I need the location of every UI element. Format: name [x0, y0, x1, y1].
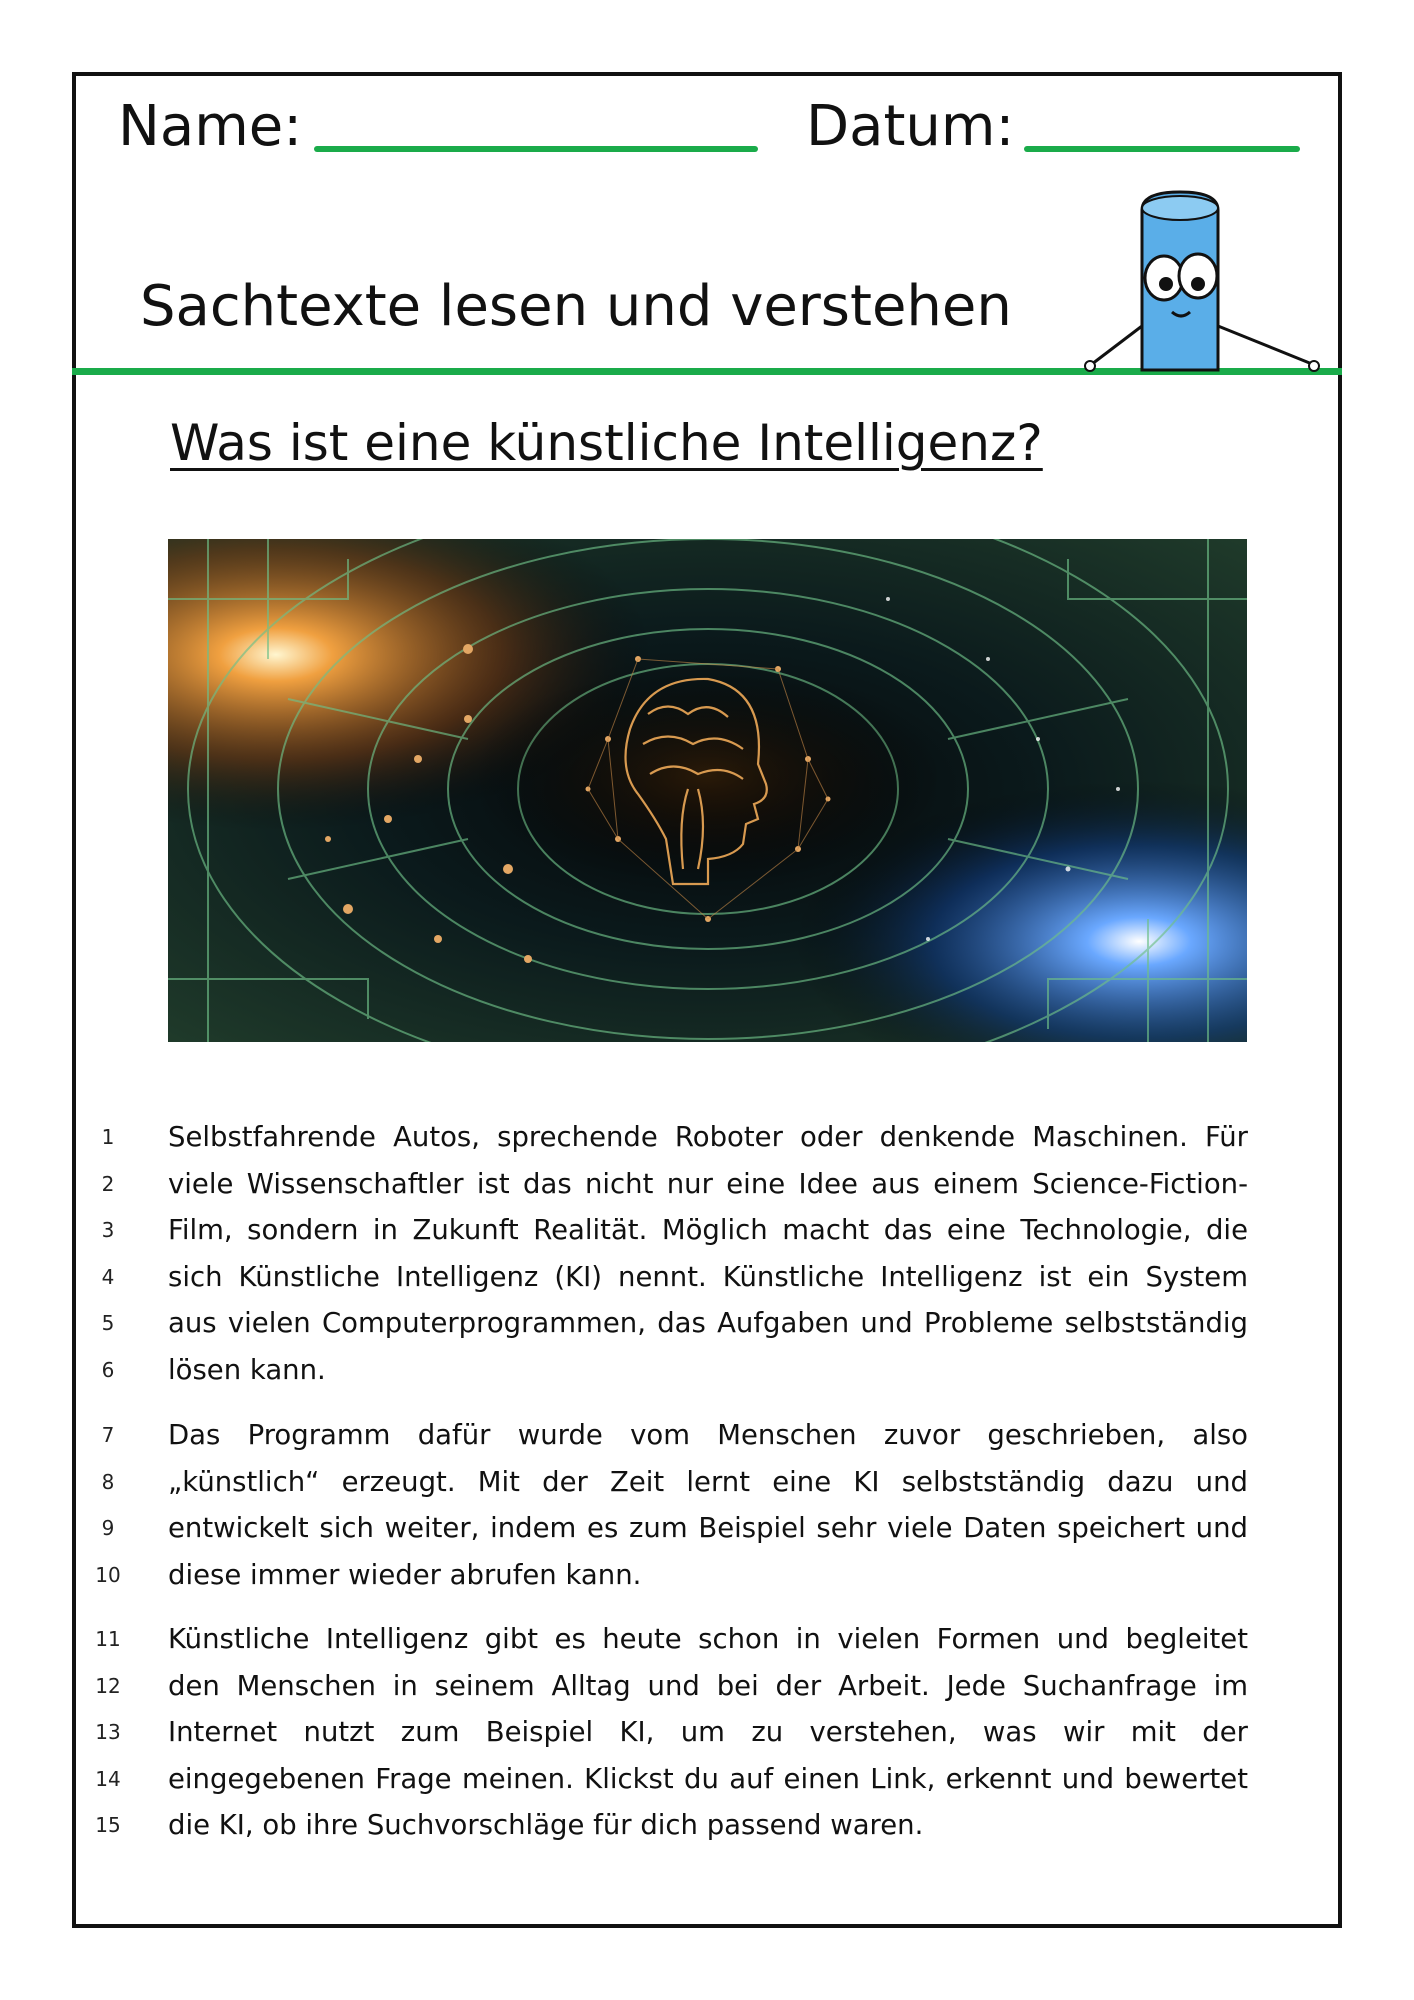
text-line: [88, 1412, 1248, 1459]
text-line: [88, 1300, 1248, 1347]
date-field[interactable]: [1024, 146, 1300, 152]
line-text: diese immer wieder abrufen kann.: [168, 1558, 642, 1591]
line-number: 8: [101, 1469, 115, 1494]
line-number: 5: [101, 1311, 115, 1335]
line-number: 13: [95, 1720, 121, 1744]
line-text: „künstlich“ erzeugt. Mit der Zeit lernt eine KI selbstständig dazu und: [168, 1465, 1248, 1498]
line-number: 6: [101, 1357, 115, 1382]
line-text: eingegebenen Frage meinen. Klickst du auf einen Link, erkennt und bewertet: [168, 1762, 1248, 1795]
name-label: Name:: [118, 94, 303, 159]
line-text: Internet nutzt zum Beispiel KI, um zu verstehen, was wir mit der: [168, 1716, 1248, 1748]
line-text: sich Künstliche Intelligenz (KI) nennt. Künstliche Intelligenz ist ein System: [168, 1260, 1248, 1293]
line-number: 1: [101, 1125, 115, 1149]
line-text: viele Wissenschaftler ist das nicht nur eine Idee aus einem Science-Fiction-: [168, 1167, 1248, 1200]
paragraph-2: [88, 1412, 1248, 1598]
line-text: entwickelt sich weiter, indem es zum Beispiel sehr viele Daten speichert und: [168, 1512, 1248, 1544]
text-line: [88, 1616, 1248, 1663]
line-text: Film, sondern in Zukunft Realität. Möglich macht das eine Technologie, die: [168, 1214, 1248, 1246]
text-line: [88, 1347, 1248, 1394]
line-number: 14: [95, 1766, 121, 1791]
text-line: [88, 1802, 1248, 1849]
text-title: Was ist eine künstliche Intelligenz?: [170, 414, 1043, 472]
line-number: 2: [101, 1171, 115, 1196]
line-text: Selbstfahrende Autos, sprechende Roboter oder denkende Maschinen. Für: [168, 1121, 1248, 1153]
paragraph-1: [88, 1114, 1248, 1393]
line-text: die KI, ob ihre Suchvorschläge für dich passend waren.: [168, 1809, 924, 1841]
line-number: 15: [95, 1813, 121, 1837]
line-text: aus vielen Computerprogrammen, das Aufgaben und Probleme selbstständig: [168, 1307, 1248, 1339]
worksheet-subtitle: Sachtexte lesen und verstehen: [140, 274, 1012, 339]
text-line: [88, 1709, 1248, 1756]
ai-brain-network-icon: [168, 539, 1247, 1042]
text-line: [88, 1161, 1248, 1208]
line-text: Das Programm dafür wurde vom Menschen zuvor geschrieben, also: [168, 1419, 1248, 1451]
text-line: [88, 1207, 1248, 1254]
text-line: [88, 1459, 1248, 1506]
line-number: 11: [95, 1627, 121, 1651]
name-field[interactable]: [314, 146, 758, 152]
text-line: [88, 1663, 1248, 1710]
text-line: [88, 1114, 1248, 1161]
line-number: 10: [95, 1562, 121, 1587]
paragraph-3: [88, 1616, 1248, 1849]
line-number: 12: [95, 1673, 121, 1698]
line-number: 9: [101, 1516, 115, 1540]
text-line: [88, 1505, 1248, 1552]
line-number: 7: [101, 1423, 115, 1447]
line-text: den Menschen in seinem Alltag und bei der Arbeit. Jede Suchanfrage im: [168, 1669, 1248, 1702]
text-line: [88, 1756, 1248, 1803]
text-line: [88, 1552, 1248, 1599]
line-number: 3: [101, 1218, 115, 1242]
line-text: lösen kann.: [168, 1353, 326, 1386]
line-number: 4: [101, 1264, 115, 1289]
date-label: Datum:: [806, 94, 1015, 159]
mascot-icon: [1080, 186, 1340, 386]
text-line: [88, 1254, 1248, 1301]
line-text: Künstliche Intelligenz gibt es heute schon in vielen Formen und begleitet: [168, 1623, 1248, 1655]
